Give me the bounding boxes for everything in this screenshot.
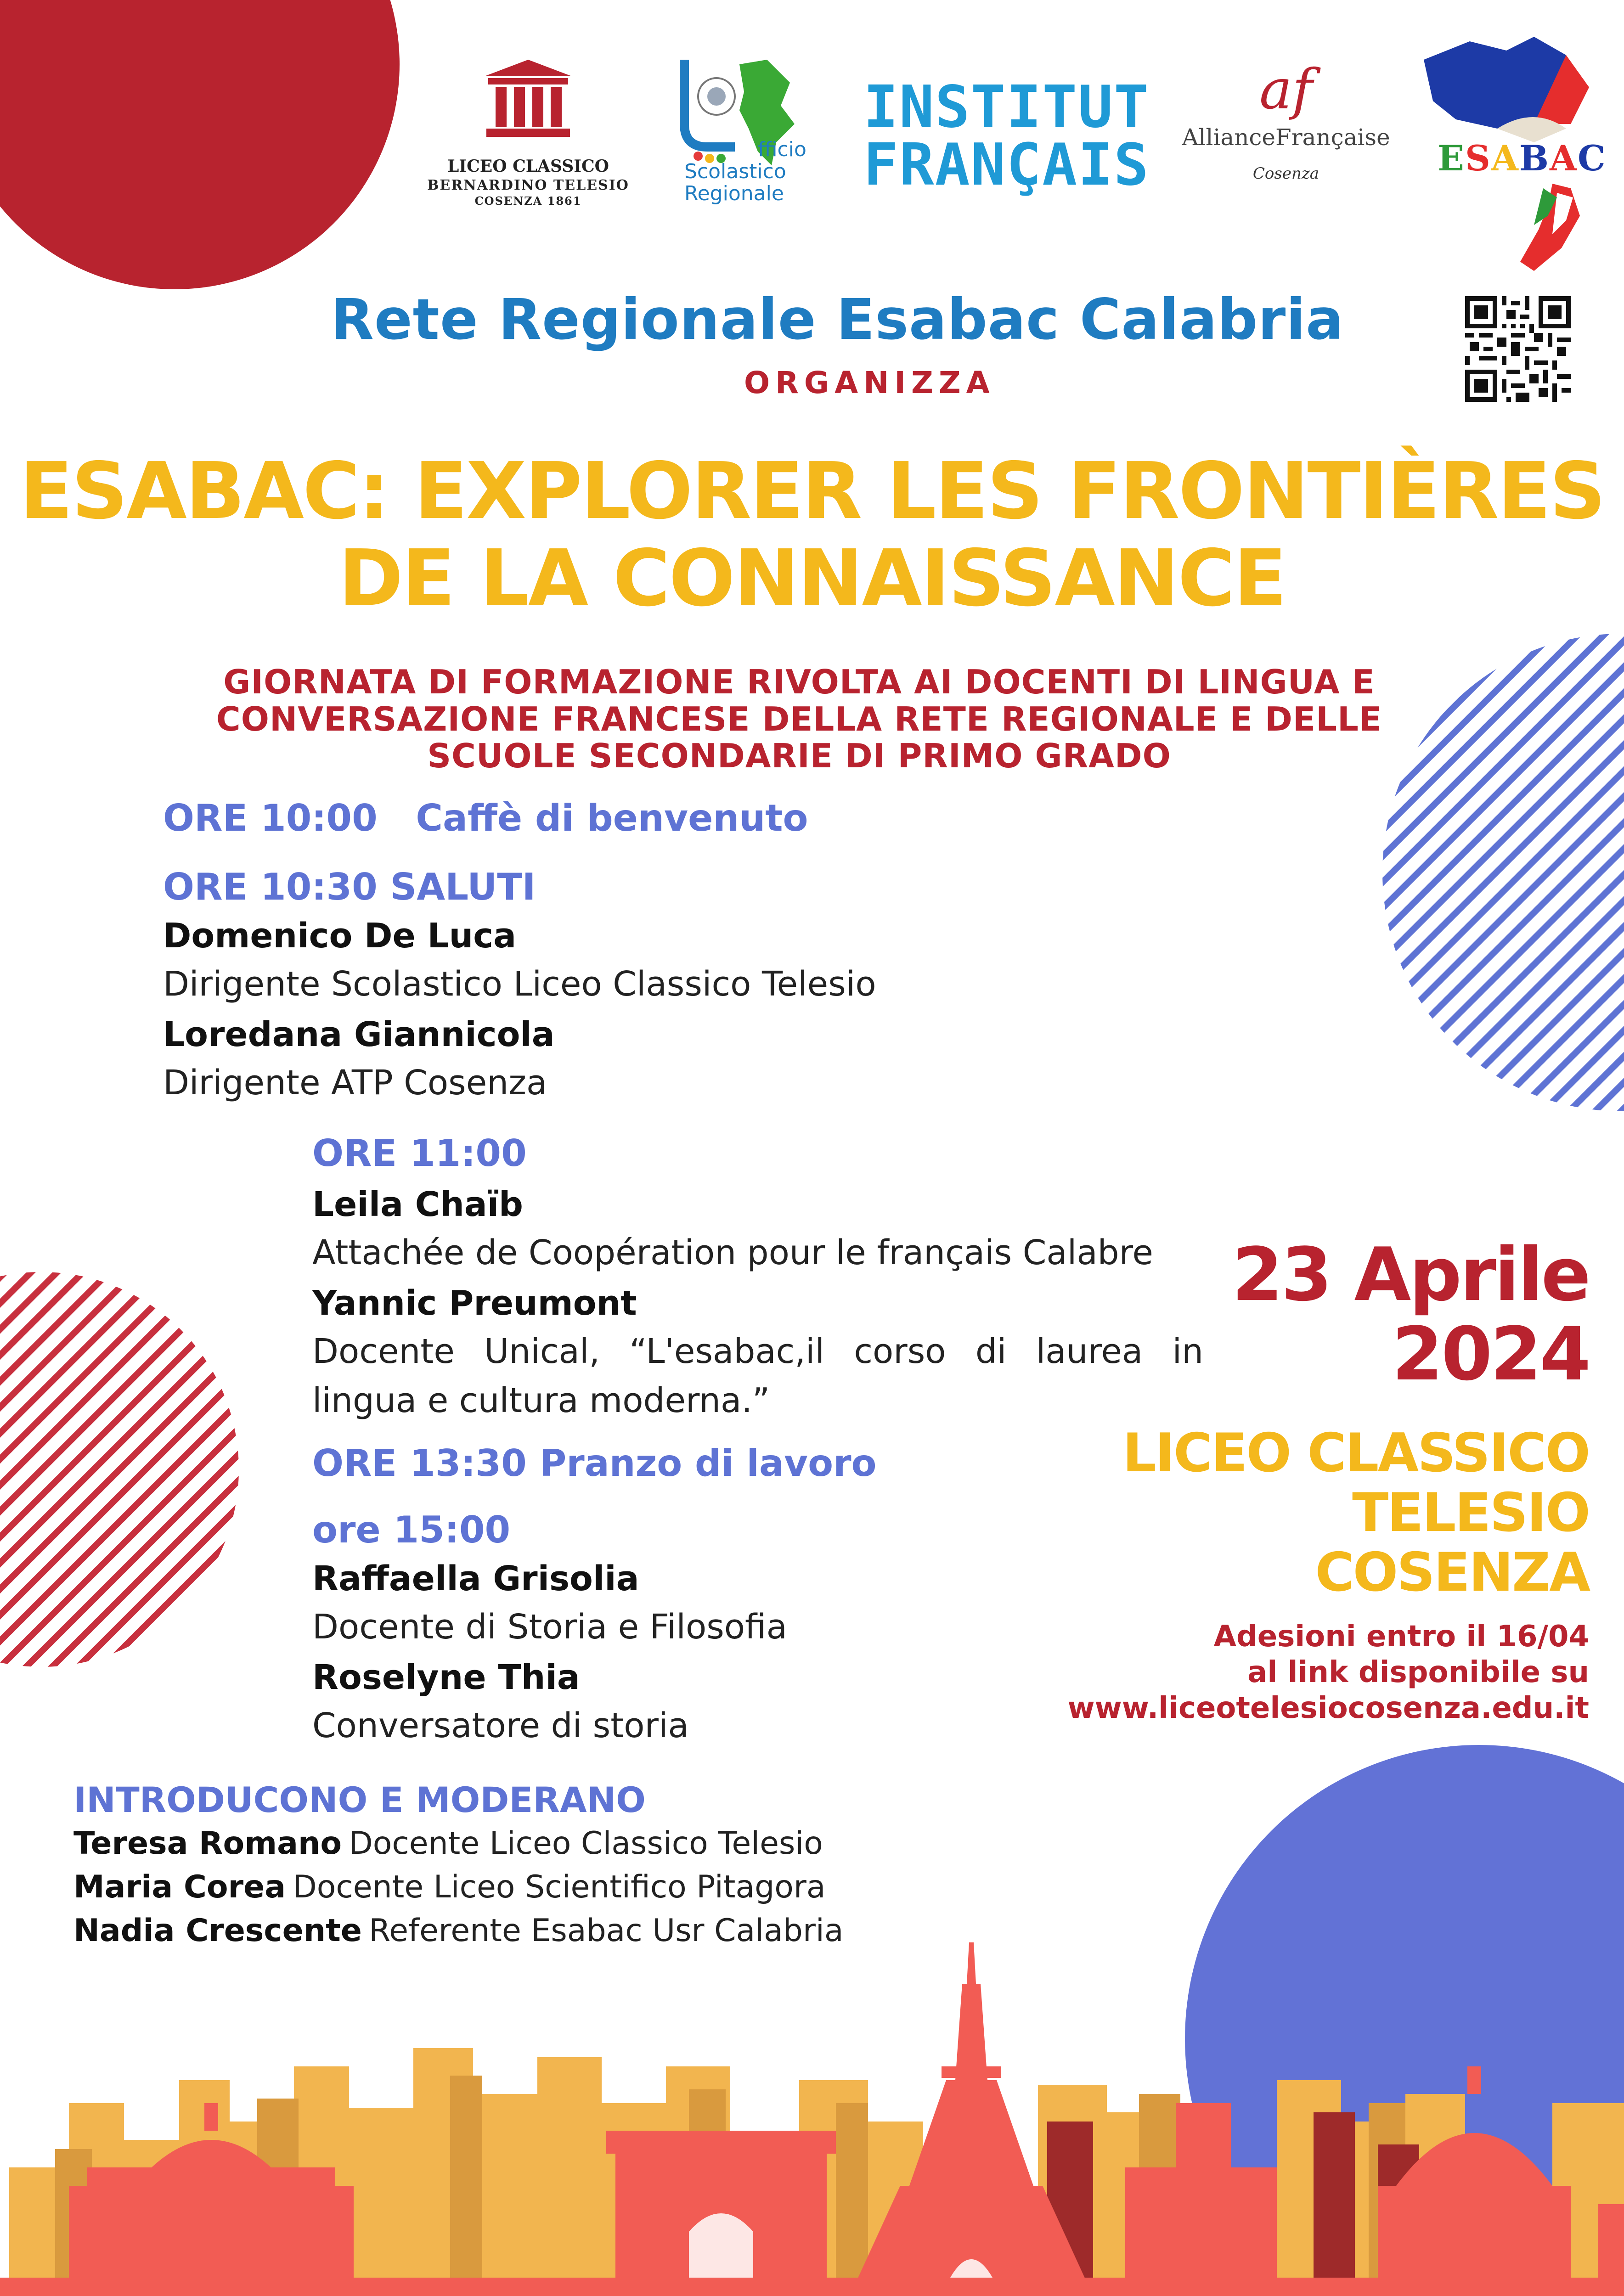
speaker-name: Raffaella Grisolia [312,1559,639,1598]
alliance-logo-city: Cosenza [1252,164,1320,183]
temple-icon [485,60,572,138]
moderator-row [73,1913,844,1949]
program-lunch-heading: ORE 13:30 Pranzo di lavoro [312,1442,877,1485]
alliance-logo-mark: af [1259,58,1313,122]
institut-logo-line1: INSTITUT [863,73,1150,141]
moderator-name: Teresa Romano [73,1825,342,1862]
event-subtitle-line2: CONVERSAZIONE FRANCESE DELLA RETE REGIONALE E DELLE [216,699,1382,738]
moderator-row [73,1869,826,1905]
speaker-name: Yannic Preumont [312,1283,637,1323]
program-welcome-coffee [163,797,808,839]
esabac-letter: A [1491,138,1519,179]
moderator-role: Docente Liceo Classico Telesio [349,1825,823,1862]
institut-francais-logo [863,73,1150,198]
registration-deadline: Adesioni entro il 16/04 [1213,1620,1589,1654]
moderator-role: Referente Esabac Usr Calabria [369,1913,844,1949]
esabac-letter: C [1578,138,1607,179]
qr-code[interactable] [1465,296,1571,402]
esabac-logo [1415,32,1607,280]
event-date-day: 23 Aprile [1232,1232,1589,1317]
usr-logo-line1: fficio [758,138,806,161]
event-subtitle-line3: SCUOLE SECONDARIE DI PRIMO GRADO [427,737,1171,776]
usr-logo-line2: Scolastico [684,160,786,183]
program-label: Caffè di benvenuto [416,797,808,839]
registration-link-label: al link disponibile su [1247,1655,1589,1690]
network-title: Rete Regionale Esabac Calabria [331,287,1344,352]
esabac-letter: A [1550,138,1578,179]
liceo-logo-line1: LICEO CLASSICO [447,157,609,176]
program-time: ORE 10:00 [163,797,378,839]
speaker-role: Docente di Storia e Filosofia [312,1607,788,1647]
esabac-letter: E [1438,138,1465,179]
speaker-name: Loredana Giannicola [163,1015,555,1054]
speaker-role: Docente Unical, “L'esabac,il corso di laurea in lingua e cultura moderna.” [312,1332,1203,1421]
speaker-name: Leila Chaïb [312,1185,524,1224]
event-title [0,448,1624,623]
event-date-year: 2024 [1392,1311,1589,1397]
event-venue [1084,1424,1589,1603]
moderator-row [73,1825,823,1862]
program-greetings-heading: ORE 10:30 SALUTI [163,866,536,908]
event-venue-line2: TELESIO [1352,1481,1589,1544]
registration-link[interactable]: www.liceotelesiocosenza.edu.it [1067,1691,1589,1726]
organizza-label: ORGANIZZA [744,365,995,400]
speaker-name: Roselyne Thia [312,1658,580,1697]
event-title-line2: DE LA CONNAISSANCE [338,533,1286,625]
moderator-name: Maria Corea [73,1869,286,1905]
registration-info [946,1619,1589,1726]
red-stripe-circle-decoration [0,1272,239,1667]
moderators-heading: INTRODUCONO E MODERANO [73,1779,646,1820]
esabac-letter: B [1519,138,1550,179]
liceo-logo-line2: BERNARDINO TELESIO [427,177,629,193]
red-circle-decoration [0,0,400,289]
liceo-classico-logo [409,60,648,211]
usr-calabria-logo [680,55,827,211]
event-subtitle-line1: GIORNATA DI FORMAZIONE RIVOLTA AI DOCENTI DI LINGUA E [223,663,1375,701]
program-1500-heading: ore 15:00 [312,1508,511,1551]
liceo-logo-line3: COSENZA 1861 [474,194,582,208]
event-venue-line3: COSENZA [1315,1541,1589,1604]
event-date [1130,1232,1589,1397]
speaker-role: Dirigente Scolastico Liceo Classico Telesio [163,964,876,1004]
program-1100-heading: ORE 11:00 [312,1132,527,1175]
event-title-line1: ESABAC: EXPLORER LES FRONTIÈRES [19,446,1605,537]
esabac-letter: S [1465,138,1491,179]
alliance-francaise-logo [1176,60,1396,207]
institut-logo-line2: FRANÇAIS [863,131,1150,198]
event-venue-line1: LICEO CLASSICO [1122,1422,1589,1484]
speaker-name: Domenico De Luca [163,916,517,956]
speaker-role: Conversatore di storia [312,1706,689,1745]
esabac-logo-letters [1438,138,1607,179]
speaker-role: Attachée de Coopération pour le français Calabre [312,1233,1153,1272]
speaker-role: Dirigente ATP Cosenza [163,1063,547,1103]
moderator-name: Nadia Crescente [73,1913,362,1949]
moderator-role: Docente Liceo Scientifico Pitagora [293,1869,826,1905]
event-subtitle [138,664,1460,775]
alliance-logo-name: AllianceFrançaise [1182,124,1390,151]
usr-logo-line3: Regionale [684,182,784,205]
paris-skyline-illustration [0,1929,1624,2296]
